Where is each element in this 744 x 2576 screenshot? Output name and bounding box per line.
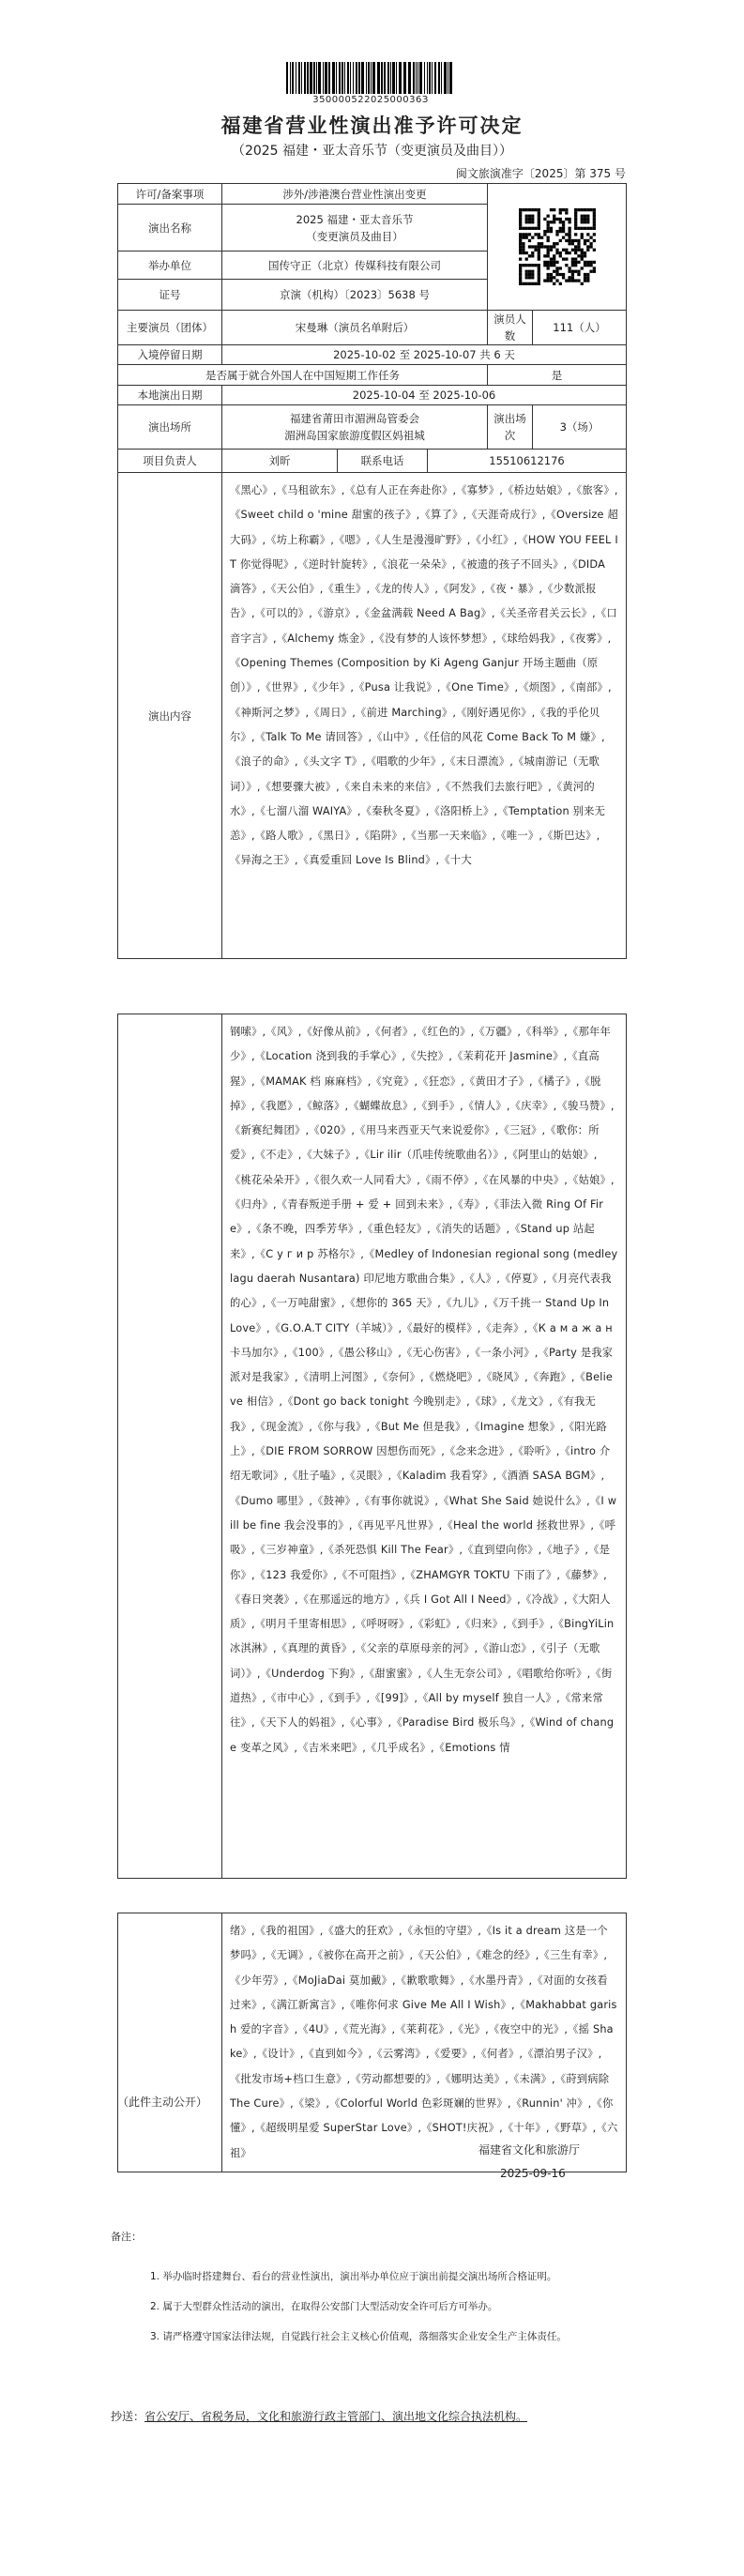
document-number: 闽文旅演准字〔2025〕第 375 号 (455, 167, 626, 180)
barcode-number: 35000052202500036З (312, 95, 429, 105)
content-label-empty-2 (118, 1913, 222, 2172)
permit-type-value: 涉外/涉港澳台营业性演出变更 (222, 184, 488, 205)
remarks-label: 备注： (111, 2231, 142, 2243)
content-continuation-table-2 (117, 1913, 627, 2172)
document-title: 福建省营业性演出准予许可决定 (220, 114, 524, 137)
license-label: 证号 (118, 280, 222, 311)
qr-code-icon (519, 208, 596, 285)
show-count-label: 演出场次 (488, 405, 533, 450)
project-lead-value: 刘昕 (222, 450, 338, 473)
remark-item: 2. 属于大型群众性活动的演出，在取得公安部门大型活动安全许可后方可举办。 (150, 2301, 498, 2312)
content-text-page1: 《黑心》,《马租欲东》,《总有人正在奔赴你》,《寡梦》,《桥边姑娘》,《旅客》,《Sweet child o 'mine 甜蜜的孩子》,《算了》,《天涯奇成行》,《Oversize 超大码》,《坊上称霸》,《嗯》,《人生是漫漫旷野》,《小红》,《HOW YOU FEEL IT 你觉得呢》,《逆时针旋转》,《浪花一朵朵》,《被遗的孩子不回头》,《DIDA 滴答》,《天公伯》,《重生》,《龙的传人》,《阿发》,《夜・暴》,《少数派报告》,《可以的》,《游京》,《金盆满载 Need A Bag》,《关圣帝君关云长》,《口音字言》,《Alchemy 炼金》,《没有梦的人该怀梦想》,《球给妈我》,《夜雾》,《Opening Themes (Composition by Ki Ageng Ganjur 开场主题曲（原创）》,《世界》,《少年》,《Pusa 让我说》,《One Time》,《烦图》,《南部》,《神斯河之梦》,《周日》,《前进 Marching》,《刚好遇见你》,《我的乎伦贝尔》,《Talk To Me 请回答》,《山中》,《任信的风花 Come Back To M 嫌》,《浪子的命》,《头文字 T》,《唱歌的少年》,《末日漂流》,《城南游记（无歌词）》,《想要骤大被》,《来自未来的来信》,《不然我们去旅行吧》,《黄河的水》,《七溜八溜 WAIYA》,《秦秋冬夏》,《洛阳桥上》,《Temptation 别来无恙》,《路人歌》,《黑日》,《陷阱》,《当那一天来临》,《唯一》,《斯巴达》,《异海之王》,《真爱重回 Love Is Blind》,《十大 (222, 473, 627, 959)
document-subtitle: （2025 福建・亚太音乐节（变更演员及曲目）） (231, 144, 513, 159)
show-date-value: 2025-10-04 至 2025-10-06 (222, 386, 627, 405)
show-date-label: 本地演出日期 (118, 386, 222, 405)
performer-count-value: 111（人） (533, 311, 627, 345)
cc-line (111, 2403, 636, 2430)
content-continuation-table (117, 1014, 627, 1879)
content-text-page2: 钢嗦》,《风》,《好像从前》,《何者》,《红色的》,《万疆》,《科举》,《那年年少》,《Location 浇到我的手掌心》,《失控》,《茉莉花开 Jasmine》,《直高猩》,《MAMAK 档 麻麻档》,《究竟》,《狂恋》,《黄田才子》,《橘子》,《脱掉》,《我愿》,《鲸落》,《蝴蝶故息》,《到手》,《情人》,《庆幸》,《骏马赞》,《新赛纪舞团》,《020》,《用马来西亚天气来说爱你》,《三冠》,《歌你：所爱》,《不走》,《大妹子》,《Lir ilir（爪哇传统歌曲名）》,《阿里山的姑娘》,《桃花朵朵开》,《很久欢一人同看大》,《雨不停》,《在风暴的中央》,《姑娘》,《归舟》,《青春叛逆手册 + 爱 + 回到未来》,《寿》,《菲法入微 Ring Of Fire》,《条不晚，四季芳华》,《重色轻友》,《消失的话题》,《Stand up 站起来》,《С у г и р 苏格尔》,《Medley of Indonesian regional song (medley lagu daerah Nusantara) 印尼地方歌曲合集》,《人》,《停夏》,《月亮代表我的心》,《一万吨甜蜜》,《想你的 365 天》,《九儿》,《万千挑一 Stand Up In Love》,《G.O.A.T CITY（羊城）》,《最好的模样》,《走奔》,《К а м а ж а н 卡马加尔》,《100》,《愚公移山》,《无心伤害》,《一条小河》,《Party 是我家 派对是我家》,《清明上河图》,《奈何》,《燃烧吧》,《晓风》,《奔跑》,《Believe 相信》,《Dont go back tonight 今晚别走》,《球》,《龙文》,《有我无我》,《现金流》,《你与我》,《But Me 但是我》,《Imagine 想象》,《阳光路上》,《DIE FROM SORROW 因想伤而死》,《念来念进》,《聆听》,《intro 介绍无歌词》,《肚子嗑》,《灵眼》,《Kaladim 我看穿》,《酒酒 SASA BGM》,《Dumo 哪里》,《鼓神》,《有事你就说》,《What She Said 她说什么》,《I will be fine 我会没事的》,《再见平凡世界》,《Heal the world 拯救世界》,《呼吸》,《三岁神童》,《杀死恐惧 Kill The Fear》,《直到望向你》,《地子》,《是你》,《123 我爱你》,《不可阻挡》,《ZHAMGYR TOKTU 下雨了》,《藤梦》,《春日突袭》,《在那遥远的地方》,《兵 I Got All I Need》,《冷战》,《大阳人质》,《明月千里寄相思》,《呼呀呀》,《彩虹》,《归来》,《到手》,《BingYiLin 冰淇淋》,《真理的黄昏》,《父亲的草原母亲的河》,《游山恋》,《引子（无歌词）》,《Underdog 下狗》,《甜蜜蜜》,《人生无奈公司》,《唱歌给你听》,《街道热》,《市中心》,《到手》,《[99]》,《All by myself 独自一人》,《常来常往》,《天下人的妈祖》,《心事》,《Paradise Bird 极乐鸟》,《Wind of change 变革之风》,《吉米来吧》,《几乎成名》,《Emotions 情 (222, 1014, 627, 1879)
license-value: 京演（机构）〔2023〕5638 号 (222, 280, 488, 311)
content-label: 演出内容 (118, 473, 222, 959)
remark-item: 3. 请严格遵守国家法律法规，自觉践行社会主义核心价值观，落细落实企业安全生产主体责任。 (150, 2331, 567, 2342)
venue-label: 演出场所 (118, 405, 222, 450)
organizer-label: 举办单位 (118, 252, 222, 280)
permit-type-label: 许可/备案事项 (118, 184, 222, 205)
main-performer-label: 主要演员（团体） (118, 311, 222, 345)
show-count-value: 3（场） (533, 405, 627, 450)
performer-count-label: 演员人数 (488, 311, 533, 345)
cc-recipients: 省公安厅、省税务局，文化和旅游行政主管部门、演出地文化综合执法机构。 (144, 2410, 528, 2423)
remark-item: 1. 举办临时搭建舞台、看台的营业性演出，演出举办单位应于演出前提交演出场所合格证明。 (150, 2271, 557, 2282)
cc-label: 抄送： (111, 2410, 145, 2423)
work-task-value: 是 (488, 365, 627, 386)
show-name-value: 2025 福建・亚太音乐节 （变更演员及曲目） (222, 205, 488, 252)
qr-code-cell (488, 184, 627, 311)
show-name-label: 演出名称 (118, 205, 222, 252)
phone-value: 15510612176 (428, 450, 627, 473)
main-performer-value: 宋曼琳（演员名单附后） (222, 311, 488, 345)
venue-value: 福建省莆田市湄洲岛管委会 湄洲岛国家旅游度假区妈祖城 (222, 405, 488, 450)
issuing-authority: 福建省文化和旅游厅 (478, 2143, 581, 2157)
content-text-page3: 绪》,《我的祖国》,《盛大的狂欢》,《永恒的守望》,《Is it a dream 这是一个梦吗》,《无调》,《被你在高开之前》,《天公伯》,《难念的经》,《三生有幸》,《少年劳》,《MoJiaDai 莫加戴》,《歉歌歌舞》,《水墨丹青》,《对面的女孩看过来》,《满江新寓言》,《唯你何求 Give Me All I Wish》,《Makhabbat garish 爱的字音》,《4U》,《荒光海》,《莱莉花》,《光》,《夜空中的光》,《摇 Shake》,《设计》,《直到如今》,《云雾湾》,《爱要》,《何者》,《漂泊男子汉》,《批发市场+档口生意》,《劳动都想要的》,《娜明达美》,《未满》,《莳到病除 The Cure》,《梁》,《Colorful World 色彩斑斓的世界》,《Runnin' 冲》,《你懂》,《超级明星爱 SuperStar Love》,《SHOT!庆祝》,《十年》,《野草》,《六祖》 (222, 1913, 627, 2172)
permit-info-table (117, 183, 627, 959)
entry-date-value: 2025-10-02 至 2025-10-07 共 6 天 (222, 345, 627, 365)
public-disclosure-note: （此件主动公开） (117, 2096, 208, 2109)
work-task-label: 是否属于就合外国人在中国短期工作任务 (118, 365, 488, 386)
phone-label: 联系电话 (338, 450, 428, 473)
entry-date-label: 入境停留日期 (118, 345, 222, 365)
issue-date: 2025-09-16 (500, 2167, 566, 2180)
organizer-value: 国传守正（北京）传媒科技有限公司 (222, 252, 488, 280)
barcode (286, 62, 455, 94)
content-label-empty (118, 1014, 222, 1879)
project-lead-label: 项目负责人 (118, 450, 222, 473)
